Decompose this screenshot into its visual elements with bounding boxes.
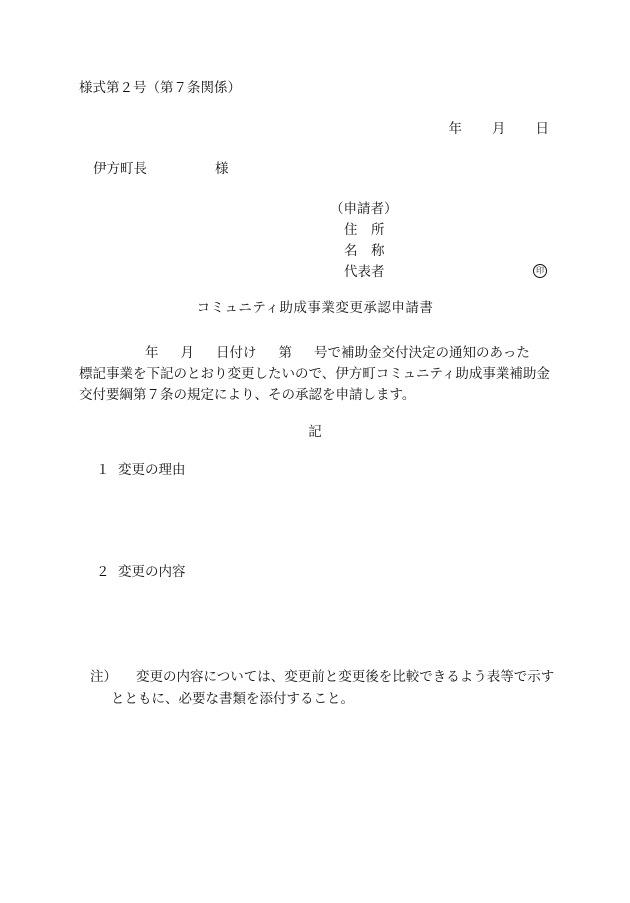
body-line-2: 標記事業を下記のとおり変更したいので、伊方町コミュニティ助成事業補助金 bbox=[79, 366, 550, 382]
date-year-label: 年 bbox=[448, 121, 462, 137]
date-day-label: 日 bbox=[535, 121, 549, 137]
applicant-name-label: 名 称 bbox=[344, 243, 385, 259]
note bbox=[90, 666, 554, 710]
applicant-heading: （申請者） bbox=[330, 201, 398, 217]
item-change-content bbox=[96, 566, 186, 580]
body-line-3: 交付要綱第７条の規定により、その承認を申請します。 bbox=[79, 387, 416, 403]
item-number: １ bbox=[96, 462, 110, 478]
date-month-label: 月 bbox=[492, 121, 506, 137]
addressee-honorific: 様 bbox=[215, 161, 229, 177]
addressee-name: 伊方町長 bbox=[93, 161, 147, 177]
applicant-address-label: 住 所 bbox=[344, 222, 385, 238]
note-line-2: とともに、必要な書類を添付すること。 bbox=[111, 691, 354, 707]
item-change-reason bbox=[96, 464, 186, 478]
applicant-block bbox=[330, 203, 398, 287]
form-number: 様式第２号（第７条関係） bbox=[79, 80, 241, 96]
item-label: 変更の理由 bbox=[118, 462, 186, 478]
item-number: ２ bbox=[96, 564, 110, 580]
note-mark: 注） bbox=[90, 669, 117, 685]
addressee bbox=[93, 163, 229, 177]
document-title: コミュニティ助成事業変更承認申請書 bbox=[196, 300, 434, 316]
note-line-1: 注） 変更の内容については、変更前と変更後を比較できるよう表等で示す bbox=[90, 669, 554, 685]
seal-icon: 印 bbox=[533, 264, 547, 278]
date-line bbox=[449, 123, 550, 137]
ki-heading: 記 bbox=[308, 424, 322, 440]
body-line-1: 年 月 日付け 第 号で補助金交付決定の通知のあった bbox=[145, 345, 530, 361]
applicant-representative-label: 代表者 bbox=[344, 264, 385, 280]
body-paragraph bbox=[79, 343, 554, 406]
item-label: 変更の内容 bbox=[118, 564, 186, 580]
